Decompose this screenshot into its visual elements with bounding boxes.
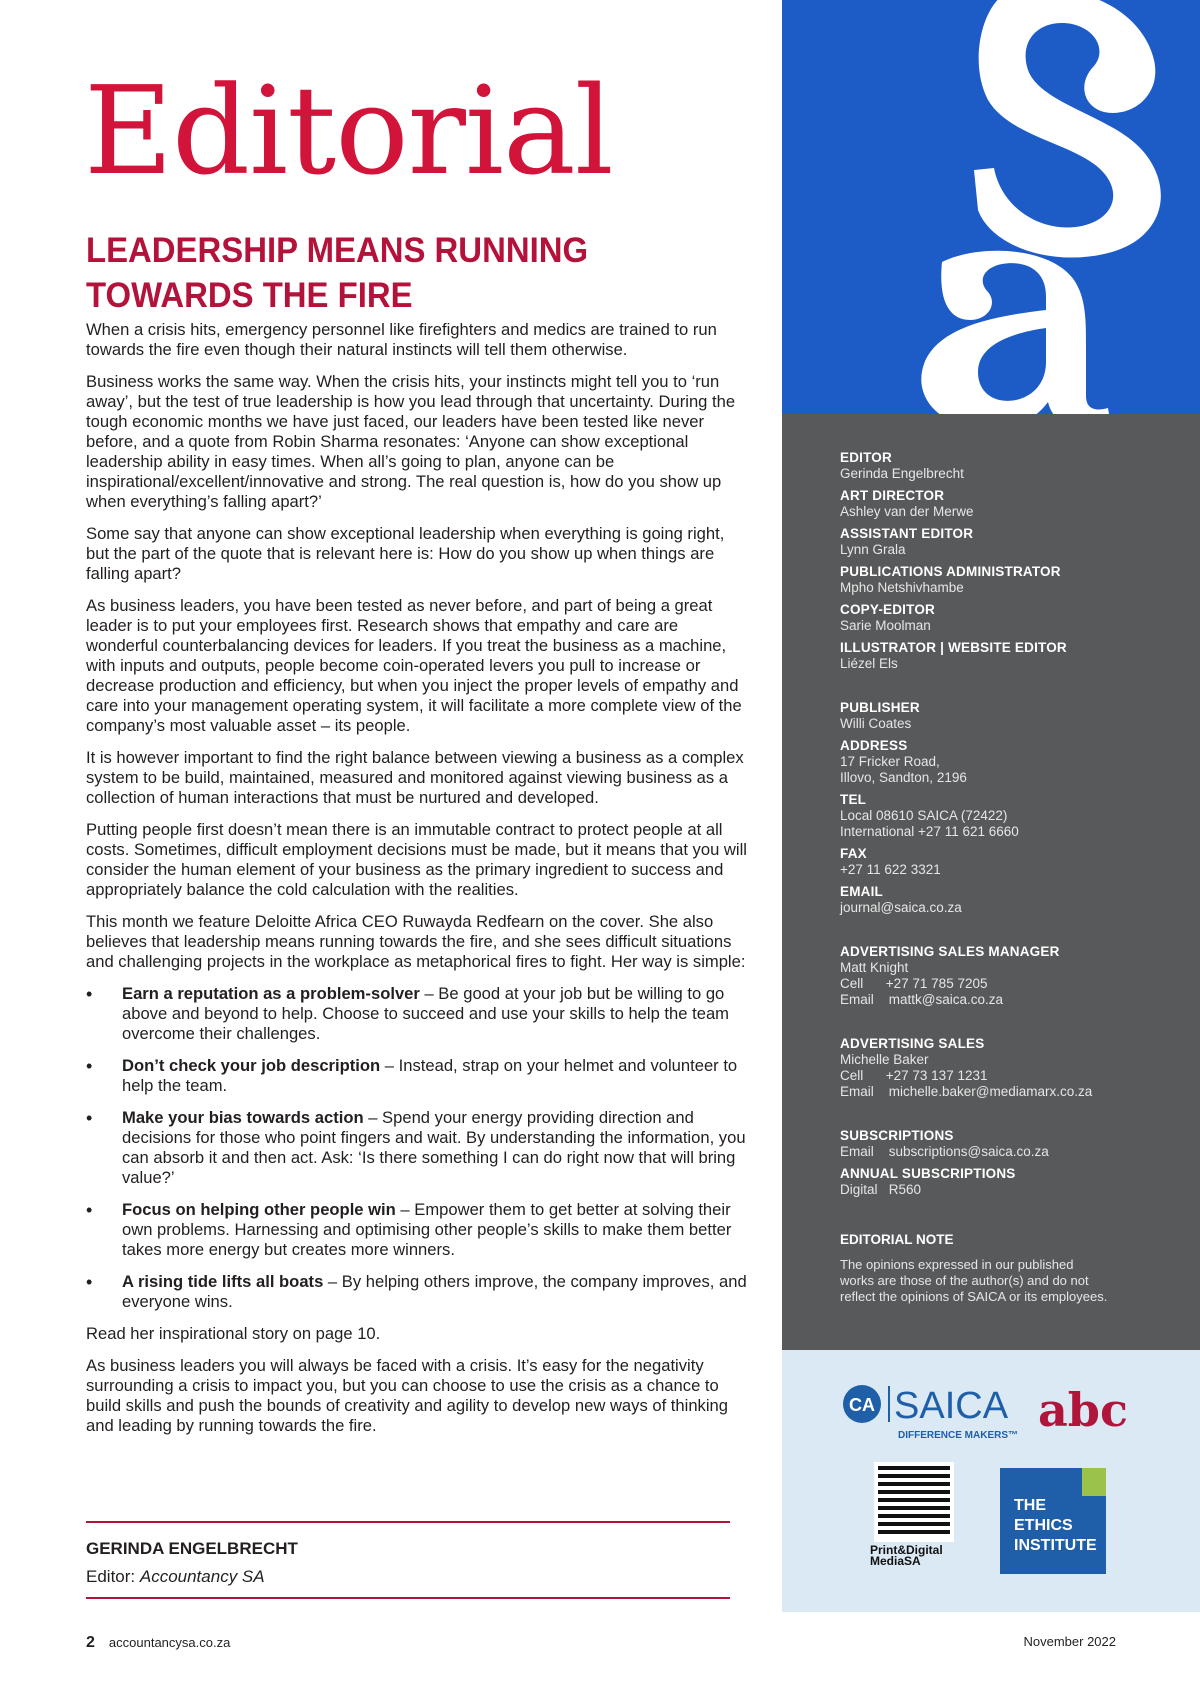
bullet-item bbox=[86, 1108, 750, 1188]
credit-value: International +27 11 621 6660 bbox=[840, 824, 1019, 839]
credit-label: TEL bbox=[840, 792, 867, 807]
credit-art-director bbox=[840, 488, 1180, 520]
headline-line-2: TOWARDS THE FIRE bbox=[86, 276, 413, 315]
ethics-accent bbox=[1082, 1468, 1106, 1496]
saica-logo bbox=[843, 1385, 1018, 1441]
credit-value[interactable]: Email michelle.baker@mediamarx.co.za bbox=[840, 1084, 1093, 1099]
paragraph: It is however important to find the right balance between viewing a business as a complex system to be build, maintained, measured and monitored against viewing business as a collection of human interactions that must be nurtured and developed. bbox=[86, 748, 744, 807]
credit-email bbox=[840, 884, 1180, 916]
credit-value: 17 Fricker Road, bbox=[840, 754, 940, 769]
pdm-pattern bbox=[878, 1466, 950, 1534]
credit-label: PUBLICATIONS ADMINISTRATOR bbox=[840, 564, 1061, 579]
headline-line-1: LEADERSHIP MEANS RUNNING bbox=[86, 231, 589, 270]
bullet-lead: Focus on helping other people win bbox=[122, 1200, 396, 1219]
credit-editor bbox=[840, 450, 1180, 482]
credit-value: Gerinda Engelbrecht bbox=[840, 466, 964, 481]
paragraph: Read her inspirational story on page 10. bbox=[86, 1324, 381, 1343]
paragraph: As business leaders, you have been tested as never before, and part of being a great leader is to put your employees first. Research shows that empathy and care are wonderful counterbalancing devices for leaders. If you treat the business as a machine, with inputs and outputs, people become coin-operated levers you pull to increase or decrease production and efficiency, but when you inject the proper levels of empathy and care into your management operating system, it will facilitate a more complete view of the company’s most valuable asset – its people. bbox=[86, 596, 742, 735]
spacer bbox=[840, 922, 1180, 944]
credit-label: COPY-EDITOR bbox=[840, 602, 935, 617]
spacer bbox=[840, 1204, 1180, 1232]
bullet-item bbox=[86, 1272, 750, 1312]
footer-site[interactable]: accountancysa.co.za bbox=[108, 1635, 231, 1650]
paragraph: Putting people first doesn’t mean there is an immutable contract to protect people at all costs. Sometimes, difficult employment decisions must be made, but it means that you will consider the human element of your business as the primary ingredient to success and appropriately balance the cold calculation with the realities. bbox=[86, 820, 747, 899]
credit-label: ADVERTISING SALES bbox=[840, 1036, 985, 1051]
credit-value: Sarie Moolman bbox=[840, 618, 931, 633]
bullet-text: – Be good at your job but be willing to go above and beyond to help. Choose to succeed and use your skills to help the team overcome their challenges. bbox=[122, 984, 729, 1043]
bullet-item bbox=[86, 1200, 750, 1260]
credit-value: Mpho Netshivhambe bbox=[840, 580, 964, 595]
credit-label: ILLUSTRATOR | WEBSITE EDITOR bbox=[840, 640, 1067, 655]
ethics-institute-logo bbox=[1000, 1468, 1106, 1574]
spacer bbox=[840, 1014, 1180, 1036]
partner-logos bbox=[782, 1350, 1200, 1612]
bullet-lead: Make your bias towards action bbox=[122, 1108, 364, 1127]
paragraph: Some say that anyone can show exceptional leadership when everything is going right, but the part of the quote that is relevant here is: How do you show up when things are falling apart? bbox=[86, 524, 725, 583]
credit-label: ADDRESS bbox=[840, 738, 908, 753]
credit-label: SUBSCRIPTIONS bbox=[840, 1128, 954, 1143]
credit-label: PUBLISHER bbox=[840, 700, 920, 715]
footer-left bbox=[86, 1634, 230, 1652]
credit-label: ASSISTANT EDITOR bbox=[840, 526, 974, 541]
spacer bbox=[840, 678, 1180, 700]
credit-tel bbox=[840, 792, 1180, 840]
bullet-lead: Earn a reputation as a problem-solver bbox=[122, 984, 420, 1003]
credit-fax bbox=[840, 846, 1180, 878]
credit-copy-editor bbox=[840, 602, 1180, 634]
credit-ad-sales bbox=[840, 1036, 1180, 1100]
editorial-note-body: The opinions expressed in our published works are those of the author(s) and do not reflect the opinions of SAICA or its employees. bbox=[840, 1257, 1108, 1304]
signature-rule-top bbox=[86, 1521, 730, 1523]
abc-wordmark: abc bbox=[1038, 1383, 1128, 1437]
masthead-title: Editorial bbox=[84, 60, 613, 202]
pdm-text-1: Print&Digital bbox=[870, 1543, 943, 1557]
ethics-text-3: INSTITUTE bbox=[1014, 1537, 1097, 1554]
bullet-text: – Spend your energy providing direction and decisions for those who point fingers and wait. By understanding the information, you can absorb it and then act. Ask: ‘Is there something I can do right now that will bring value?’ bbox=[122, 1108, 746, 1187]
bullet-item bbox=[86, 1056, 750, 1096]
s-letterform bbox=[974, 0, 1161, 258]
credit-value: Liézel Els bbox=[840, 656, 898, 671]
credit-email-link[interactable]: journal@saica.co.za bbox=[840, 900, 962, 915]
credit-label: EDITOR bbox=[840, 450, 892, 465]
credit-address bbox=[840, 738, 1180, 786]
bullet-text: – By helping others improve, the company improves, and everyone wins. bbox=[122, 1272, 747, 1311]
credit-label: ANNUAL SUBSCRIPTIONS bbox=[840, 1166, 1016, 1181]
credit-value: Ashley van der Merwe bbox=[840, 504, 974, 519]
credit-subscriptions bbox=[840, 1128, 1180, 1160]
sa-logo-block bbox=[782, 0, 1200, 414]
ethics-text-2: ETHICS bbox=[1014, 1517, 1073, 1534]
credit-label: EMAIL bbox=[840, 884, 883, 899]
abc-logo bbox=[1038, 1383, 1128, 1437]
credit-assistant-editor bbox=[840, 526, 1180, 558]
paragraph: When a crisis hits, emergency personnel like firefighters and medics are trained to run towards the fire even though their natural instincts will tell them otherwise. bbox=[86, 320, 717, 359]
credit-value: Michelle Baker bbox=[840, 1052, 929, 1067]
paragraph: As business leaders you will always be faced with a crisis. It’s easy for the negativity surrounding a crisis to impact you, but you can choose to use the crisis as a chance to build skills and push the bounds of creativity and agility to develop new ways of thinking and leading by running towards the fire. bbox=[86, 1356, 729, 1435]
saica-wordmark: SAICA bbox=[894, 1385, 1009, 1427]
credit-label: FAX bbox=[840, 846, 867, 861]
credit-value: Willi Coates bbox=[840, 716, 912, 731]
credit-value: Lynn Grala bbox=[840, 542, 906, 557]
signature-rule-bottom bbox=[86, 1597, 730, 1599]
credit-annual-subscriptions bbox=[840, 1166, 1180, 1198]
credit-publisher bbox=[840, 700, 1180, 732]
page-number: 2 bbox=[86, 1634, 95, 1651]
saica-ca-text: CA bbox=[849, 1395, 875, 1415]
credit-value[interactable]: Email subscriptions@saica.co.za bbox=[840, 1144, 1049, 1159]
partner-logos-panel bbox=[782, 1350, 1200, 1612]
sa-logo-graphic bbox=[782, 0, 1200, 414]
bullet-lead: A rising tide lifts all boats bbox=[122, 1272, 324, 1291]
print-digital-media-logo bbox=[870, 1462, 954, 1568]
signature-role-label: Editor: bbox=[86, 1567, 140, 1586]
credit-ad-sales-manager bbox=[840, 944, 1180, 1008]
saica-divider bbox=[888, 1386, 890, 1422]
masthead-credits-panel bbox=[782, 414, 1200, 1350]
credit-value: Cell +27 71 785 7205 bbox=[840, 976, 988, 991]
a-letterform bbox=[921, 251, 1110, 414]
credit-value: Cell +27 73 137 1231 bbox=[840, 1068, 988, 1083]
article-body bbox=[86, 320, 750, 1448]
credit-value[interactable]: Email mattk@saica.co.za bbox=[840, 992, 1004, 1007]
credit-value: Digital R560 bbox=[840, 1182, 922, 1197]
bullet-text: – Empower them to get better at solving their own problems. Harnessing and optimising other people’s skills to make them better takes more energy but creates more winners. bbox=[122, 1200, 732, 1259]
credits-list bbox=[840, 450, 1180, 1305]
credit-value: Illovo, Sandton, 2196 bbox=[840, 770, 967, 785]
ethics-text-1: THE bbox=[1014, 1497, 1046, 1514]
pdm-text-2: MediaSA bbox=[870, 1554, 921, 1568]
credit-value: +27 11 622 3321 bbox=[840, 862, 941, 877]
bullet-lead: Don’t check your job description bbox=[122, 1056, 381, 1075]
article-headline bbox=[86, 228, 669, 318]
bullet-item bbox=[86, 984, 750, 1044]
signature-publication: Accountancy SA bbox=[139, 1567, 265, 1586]
credit-value: Local 08610 SAICA (72422) bbox=[840, 808, 1008, 823]
credit-label: ART DIRECTOR bbox=[840, 488, 945, 503]
credit-publications-admin bbox=[840, 564, 1180, 596]
editorial-note-heading: EDITORIAL NOTE bbox=[840, 1232, 954, 1247]
saica-tagline: DIFFERENCE MAKERS™ bbox=[898, 1430, 1019, 1441]
footer-date: November 2022 bbox=[1023, 1634, 1116, 1649]
credit-value: Matt Knight bbox=[840, 960, 909, 975]
paragraph: This month we feature Deloitte Africa CEO Ruwayda Redfearn on the cover. She also believes that leadership means running towards the fire, and she sees difficult situations and challenging projects in the workplace as metaphorical fires to fight. Her way is simple: bbox=[86, 912, 746, 971]
bullet-list bbox=[86, 984, 750, 1312]
paragraph: Business works the same way. When the crisis hits, your instincts might tell you to ‘run away’, but the test of true leadership is how you lead through that uncertainty. During the tough economic months we have just faced, our leaders have been tested like never before, and a quote from Robin Sharma resonates: ‘Anyone can show exceptional leadership ability in easy times. When all’s going to plan, anyone can be inspirational/excellent/innovative and strong. The real question is, how do you show up when everything’s falling apart?’ bbox=[86, 372, 736, 511]
signature-name: GERINDA ENGELBRECHT bbox=[86, 1539, 298, 1558]
signature-role bbox=[86, 1567, 265, 1587]
bullet-text: – Instead, strap on your helmet and volunteer to help the team. bbox=[122, 1056, 738, 1095]
credit-label: ADVERTISING SALES MANAGER bbox=[840, 944, 1060, 959]
spacer bbox=[840, 1106, 1180, 1128]
credit-illustrator bbox=[840, 640, 1180, 672]
